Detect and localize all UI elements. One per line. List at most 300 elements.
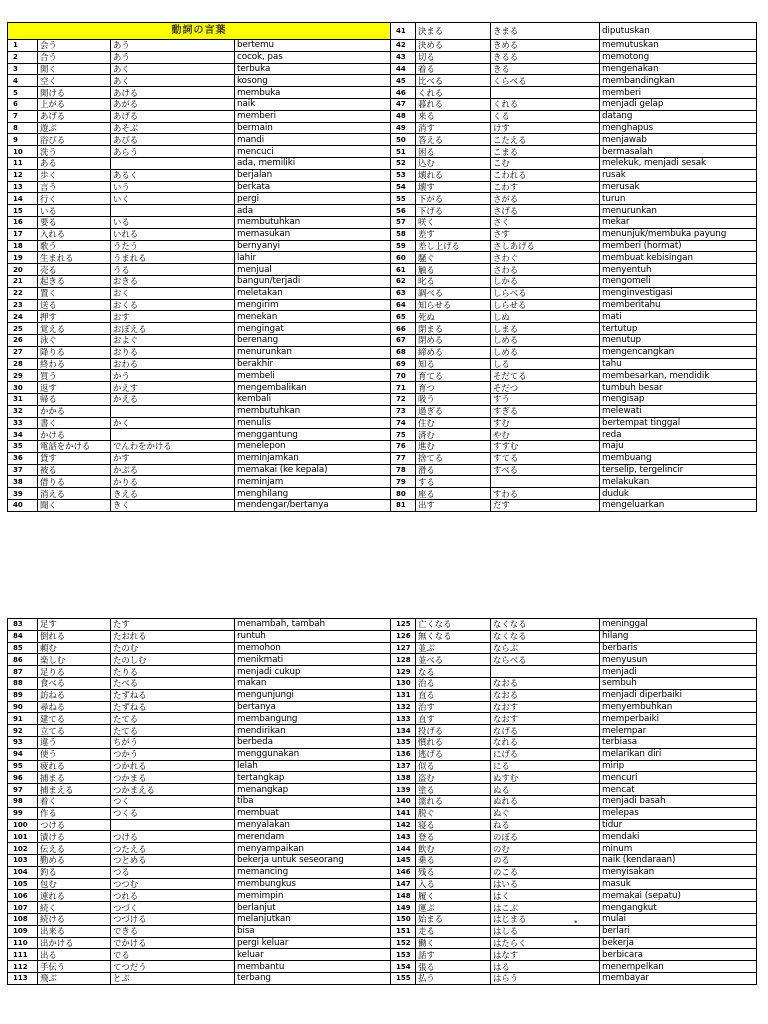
meaning-cell: bernyanyi: [235, 240, 391, 252]
row-number: 104: [8, 866, 38, 878]
kana-cell: なくなる: [491, 630, 600, 642]
kanji-cell: 終わる: [38, 358, 111, 370]
meaning-cell: menyisakan: [600, 866, 757, 878]
table-row: [8, 429, 757, 441]
kanji-cell: 漬ける: [38, 831, 111, 843]
kanji-cell: 作る: [38, 807, 111, 819]
kana-cell: ねる: [491, 819, 600, 831]
meaning-cell: memperbaiki: [600, 713, 757, 725]
row-number: 129: [391, 666, 416, 678]
kana-cell: つれる: [111, 890, 235, 902]
kana-cell: しらせる: [491, 299, 600, 311]
kanji-cell: 塗る: [416, 784, 491, 796]
row-number: 71: [391, 382, 416, 394]
meaning-cell: pergi: [235, 193, 391, 205]
kana-cell: あける: [111, 87, 235, 99]
table-row: [8, 925, 757, 937]
kanji-cell: 騒ぐ: [416, 252, 491, 264]
meaning-cell: mengisap: [600, 393, 757, 405]
row-number: 131: [391, 689, 416, 701]
row-number: 151: [391, 925, 416, 937]
meaning-cell: menjual: [235, 264, 391, 276]
meaning-cell: menyalakan: [235, 819, 391, 831]
kanji-cell: 尋ねる: [38, 701, 111, 713]
kana-cell: でかける: [111, 937, 235, 949]
meaning-cell: berakhir: [235, 358, 391, 370]
row-number: 89: [8, 689, 38, 701]
kana-cell: あく: [111, 75, 235, 87]
row-number: 43: [391, 51, 416, 63]
meaning-cell: bertemu: [235, 40, 391, 52]
kanji-cell: 買う: [38, 370, 111, 382]
kanji-cell: 勤める: [38, 854, 111, 866]
kanji-cell: 遊ぶ: [38, 122, 111, 134]
meaning-cell: memberi: [600, 87, 757, 99]
table-row: [8, 122, 757, 134]
table-row: [8, 299, 757, 311]
row-number: 143: [391, 831, 416, 843]
selection-dot-icon: •: [573, 918, 579, 928]
kanji-cell: 上がる: [38, 98, 111, 110]
kanji-cell: 生まれる: [38, 252, 111, 264]
kanji-cell: 続ける: [38, 913, 111, 925]
meaning-cell: bertempat tinggal: [600, 417, 757, 429]
kana-cell: にる: [491, 760, 600, 772]
meaning-cell: memakai (ke kepala): [235, 464, 391, 476]
meaning-cell: membesarkan, mendidik: [600, 370, 757, 382]
row-number: 48: [391, 110, 416, 122]
meaning-cell: reda: [600, 429, 757, 441]
table-row: [8, 157, 757, 169]
kana-cell: [111, 205, 235, 217]
kana-cell: のる: [491, 854, 600, 866]
kana-cell: [491, 87, 600, 99]
kanji-cell: 済む: [416, 429, 491, 441]
meaning-cell: meminjamkan: [235, 452, 391, 464]
row-number: 33: [8, 417, 38, 429]
meaning-cell: runtuh: [235, 630, 391, 642]
table-row: [8, 476, 757, 488]
kana-cell: おりる: [111, 346, 235, 358]
table-row: [8, 169, 757, 181]
kanji-cell: 履く: [416, 890, 491, 902]
kana-cell: あう: [111, 51, 235, 63]
kana-cell: こわれる: [491, 169, 600, 181]
meaning-cell: menghilang: [235, 488, 391, 500]
meaning-cell: memutuskan: [600, 40, 757, 52]
kanji-cell: 治す: [416, 701, 491, 713]
kanji-cell: 伝える: [38, 843, 111, 855]
row-number: 65: [391, 311, 416, 323]
meaning-cell: mendirikan: [235, 725, 391, 737]
kana-cell: はなす: [491, 949, 600, 961]
kana-cell: あそぶ: [111, 122, 235, 134]
kanji-cell: 訪ねる: [38, 689, 111, 701]
kana-cell: つたえる: [111, 843, 235, 855]
kana-cell: そだつ: [491, 382, 600, 394]
meaning-cell: tidur: [600, 819, 757, 831]
meaning-cell: mengencangkan: [600, 346, 757, 358]
kana-cell: ぬる: [491, 784, 600, 796]
kanji-cell: 返す: [38, 382, 111, 394]
row-number: 87: [8, 666, 38, 678]
table-row: [8, 452, 757, 464]
row-number: 100: [8, 819, 38, 831]
kana-cell: つづける: [111, 913, 235, 925]
kanji-cell: 消える: [38, 488, 111, 500]
kanji-cell: 捨てる: [416, 452, 491, 464]
kana-cell: かえる: [111, 393, 235, 405]
row-number: 133: [391, 713, 416, 725]
meaning-cell: bekerja: [600, 937, 757, 949]
kanji-cell: 頼む: [38, 642, 111, 654]
table-row: [8, 464, 757, 476]
row-number: 1: [8, 40, 38, 52]
kanji-cell: 倒れる: [38, 630, 111, 642]
meaning-cell: membandingkan: [600, 75, 757, 87]
row-number: 127: [391, 642, 416, 654]
meaning-cell: memberi: [235, 110, 391, 122]
row-number: 34: [8, 429, 38, 441]
table-row: [8, 264, 757, 276]
kana-cell: ぬぐ: [491, 807, 600, 819]
row-number: 7: [8, 110, 38, 122]
table-row: [8, 393, 757, 405]
table-row: [8, 358, 757, 370]
row-number: 58: [391, 228, 416, 240]
kanji-cell: 使う: [38, 748, 111, 760]
meaning-cell: menginvestigasi: [600, 287, 757, 299]
kana-cell: かえす: [111, 382, 235, 394]
kana-cell: あげる: [111, 110, 235, 122]
row-number: 93: [8, 736, 38, 748]
kanji-cell: 話す: [416, 949, 491, 961]
table-row: [8, 772, 757, 784]
kanji-cell: 空く: [38, 75, 111, 87]
meaning-cell: pergi keluar: [235, 937, 391, 949]
kana-cell: ぬれる: [491, 795, 600, 807]
kanji-cell: いる: [38, 205, 111, 217]
kanji-cell: 出る: [38, 949, 111, 961]
kanji-cell: 始まる: [416, 913, 491, 925]
meaning-cell: berkata: [235, 181, 391, 193]
table-row: [8, 890, 757, 902]
kana-cell: あらう: [111, 146, 235, 158]
kanji-cell: 込む: [416, 157, 491, 169]
meaning-cell: menyusun: [600, 654, 757, 666]
meaning-cell: makan: [235, 677, 391, 689]
meaning-cell: minum: [600, 843, 757, 855]
kana-cell: ならぶ: [491, 642, 600, 654]
row-number: 41: [391, 23, 416, 40]
table-row: [8, 949, 757, 961]
meaning-cell: menelepon: [235, 441, 391, 453]
row-number: 38: [8, 476, 38, 488]
kana-cell: つかまえる: [111, 784, 235, 796]
table-row: [8, 193, 757, 205]
row-number: 51: [391, 146, 416, 158]
meaning-cell: diputuskan: [600, 23, 757, 40]
kanji-cell: くれる: [416, 87, 491, 99]
row-number: 141: [391, 807, 416, 819]
kanji-cell: 着く: [38, 795, 111, 807]
kanji-cell: 違う: [38, 736, 111, 748]
kana-cell: はく: [491, 890, 600, 902]
meaning-cell: menghapus: [600, 122, 757, 134]
kana-cell: はたらく: [491, 937, 600, 949]
meaning-cell: berlari: [600, 925, 757, 937]
meaning-cell: mengeluarkan: [600, 500, 757, 512]
meaning-cell: melewati: [600, 405, 757, 417]
table-row: [8, 134, 757, 146]
row-number: 54: [391, 181, 416, 193]
kanji-cell: 治る: [416, 677, 491, 689]
table-row: [8, 843, 757, 855]
kana-cell: つくる: [111, 807, 235, 819]
kanji-cell: 被る: [38, 464, 111, 476]
row-number: 2: [8, 51, 38, 63]
row-number: 85: [8, 642, 38, 654]
row-number: 134: [391, 725, 416, 737]
meaning-cell: mengembalikan: [235, 382, 391, 394]
table-row: [8, 854, 757, 866]
row-number: 101: [8, 831, 38, 843]
kanji-cell: 連れる: [38, 890, 111, 902]
kana-cell: おす: [111, 311, 235, 323]
kanji-cell: 知る: [416, 358, 491, 370]
row-number: 112: [8, 961, 38, 973]
row-number: 6: [8, 98, 38, 110]
kana-cell: さげる: [491, 205, 600, 217]
kana-cell: しめる: [491, 346, 600, 358]
table-row: [8, 75, 757, 87]
meaning-cell: menyembuhkan: [600, 701, 757, 713]
row-number: 70: [391, 370, 416, 382]
kana-cell: [491, 666, 600, 678]
kana-cell: はいる: [491, 878, 600, 890]
kana-cell: けす: [491, 122, 600, 134]
kana-cell: おわる: [111, 358, 235, 370]
kanji-cell: 売る: [38, 264, 111, 276]
row-number: 67: [391, 334, 416, 346]
row-number: 148: [391, 890, 416, 902]
kana-cell: すう: [491, 393, 600, 405]
table-row: [8, 878, 757, 890]
row-number: 21: [8, 275, 38, 287]
row-number: 142: [391, 819, 416, 831]
table-row: [8, 795, 757, 807]
table-row: [8, 405, 757, 417]
kana-cell: こわす: [491, 181, 600, 193]
meaning-cell: membeli: [235, 370, 391, 382]
kanji-cell: 降りる: [38, 346, 111, 358]
kana-cell: はしる: [491, 925, 600, 937]
row-number: 72: [391, 393, 416, 405]
row-number: 57: [391, 216, 416, 228]
meaning-cell: tumbuh besar: [600, 382, 757, 394]
row-number: 139: [391, 784, 416, 796]
row-number: 52: [391, 157, 416, 169]
meaning-cell: menggantung: [235, 429, 391, 441]
table-row: [8, 642, 757, 654]
row-number: 97: [8, 784, 38, 796]
row-number: 102: [8, 843, 38, 855]
meaning-cell: mekar: [600, 216, 757, 228]
kanji-cell: 起きる: [38, 275, 111, 287]
row-number: 111: [8, 949, 38, 961]
kanji-cell: 閉める: [416, 334, 491, 346]
table-row: [8, 87, 757, 99]
kana-cell: しまる: [491, 323, 600, 335]
row-number: 53: [391, 169, 416, 181]
row-number: 23: [8, 299, 38, 311]
row-number: 137: [391, 760, 416, 772]
kanji-cell: 払う: [416, 972, 491, 984]
row-number: 149: [391, 902, 416, 914]
kana-cell: うまれる: [111, 252, 235, 264]
row-number: 144: [391, 843, 416, 855]
table-row: [8, 701, 757, 713]
meaning-cell: melanjutkan: [235, 913, 391, 925]
kanji-cell: 差し上げる: [416, 240, 491, 252]
kanji-cell: 直る: [416, 689, 491, 701]
kana-cell: つる: [111, 866, 235, 878]
meaning-cell: menyentuh: [600, 264, 757, 276]
table-row: [8, 937, 757, 949]
table-row: [8, 110, 757, 122]
kana-cell: きえる: [111, 488, 235, 500]
kana-cell: しる: [491, 358, 600, 370]
kanji-cell: 食べる: [38, 677, 111, 689]
kanji-cell: 立てる: [38, 725, 111, 737]
kana-cell: あう: [111, 40, 235, 52]
row-number: 95: [8, 760, 38, 772]
kanji-cell: 言う: [38, 181, 111, 193]
meaning-cell: menjadi basah: [600, 795, 757, 807]
meaning-cell: sembuh: [600, 677, 757, 689]
kanji-cell: 足す: [38, 619, 111, 631]
row-number: 45: [391, 75, 416, 87]
table-row: [8, 713, 757, 725]
kana-cell: つく: [111, 795, 235, 807]
row-number: 86: [8, 654, 38, 666]
kana-cell: たてる: [111, 713, 235, 725]
kanji-cell: 聞く: [38, 500, 111, 512]
meaning-cell: bekerja untuk seseorang: [235, 854, 391, 866]
kanji-cell: 比べる: [416, 75, 491, 87]
row-number: 136: [391, 748, 416, 760]
kana-cell: たずねる: [111, 701, 235, 713]
row-number: 3: [8, 63, 38, 75]
meaning-cell: memberi (hormat): [600, 240, 757, 252]
kana-cell: [111, 819, 235, 831]
row-number: 44: [391, 63, 416, 75]
kana-cell: すわる: [491, 488, 600, 500]
row-number: 132: [391, 701, 416, 713]
kana-cell: こまる: [491, 146, 600, 158]
meaning-cell: berjalan: [235, 169, 391, 181]
meaning-cell: mencuci: [235, 146, 391, 158]
kana-cell: はらう: [491, 972, 600, 984]
row-number: 140: [391, 795, 416, 807]
row-number: 109: [8, 925, 38, 937]
row-number: 154: [391, 961, 416, 973]
meaning-cell: menurunkan: [235, 346, 391, 358]
table-row: [8, 346, 757, 358]
kanji-cell: 歌う: [38, 240, 111, 252]
kana-cell: はる: [491, 961, 600, 973]
meaning-cell: turun: [600, 193, 757, 205]
kanji-cell: 投げる: [416, 725, 491, 737]
kana-cell: すむ: [491, 417, 600, 429]
row-number: 36: [8, 452, 38, 464]
kanji-cell: 慣れる: [416, 736, 491, 748]
meaning-cell: membungkus: [235, 878, 391, 890]
kanji-cell: 楽しむ: [38, 654, 111, 666]
kanji-cell: 育てる: [416, 370, 491, 382]
kanji-cell: 乗る: [416, 854, 491, 866]
verb-table-page-2: [7, 618, 757, 985]
meaning-cell: cocok, pas: [235, 51, 391, 63]
kana-cell: やむ: [491, 429, 600, 441]
kana-cell: こたえる: [491, 134, 600, 146]
meaning-cell: hilang: [600, 630, 757, 642]
kana-cell: たべる: [111, 677, 235, 689]
kanji-cell: 運ぶ: [416, 902, 491, 914]
meaning-cell: lelah: [235, 760, 391, 772]
row-number: 92: [8, 725, 38, 737]
meaning-cell: tahu: [600, 358, 757, 370]
kanji-cell: 下がる: [416, 193, 491, 205]
kanji-cell: 建てる: [38, 713, 111, 725]
meaning-cell: mengomeli: [600, 275, 757, 287]
kana-cell: つかまる: [111, 772, 235, 784]
row-number: 9: [8, 134, 38, 146]
kana-cell: でんわをかける: [111, 441, 235, 453]
meaning-cell: mengirim: [235, 299, 391, 311]
row-number: 37: [8, 464, 38, 476]
kanji-cell: かかる: [38, 405, 111, 417]
kana-cell: こむ: [491, 157, 600, 169]
row-number: 24: [8, 311, 38, 323]
kanji-cell: 過ぎる: [416, 405, 491, 417]
meaning-cell: meminjam: [235, 476, 391, 488]
row-number: 145: [391, 854, 416, 866]
kanji-cell: 滑る: [416, 464, 491, 476]
kanji-cell: 壊す: [416, 181, 491, 193]
kana-cell: はじまる: [491, 913, 600, 925]
row-number: 77: [391, 452, 416, 464]
kanji-cell: 入れる: [38, 228, 111, 240]
kanji-cell: 亡くなる: [416, 619, 491, 631]
row-number: 81: [391, 500, 416, 512]
meaning-cell: bermasalah: [600, 146, 757, 158]
meaning-cell: membutuhkan: [235, 216, 391, 228]
meaning-cell: menempelkan: [600, 961, 757, 973]
kanji-cell: 差す: [416, 228, 491, 240]
kanji-cell: 逃げる: [416, 748, 491, 760]
row-number: 27: [8, 346, 38, 358]
row-number: 10: [8, 146, 38, 158]
row-number: 138: [391, 772, 416, 784]
kana-cell: しめる: [491, 334, 600, 346]
kanji-cell: 並ぶ: [416, 642, 491, 654]
kana-cell: はこぶ: [491, 902, 600, 914]
kanji-cell: 来る: [416, 110, 491, 122]
kana-cell: のこる: [491, 866, 600, 878]
row-number: 153: [391, 949, 416, 961]
kanji-cell: 入る: [416, 878, 491, 890]
